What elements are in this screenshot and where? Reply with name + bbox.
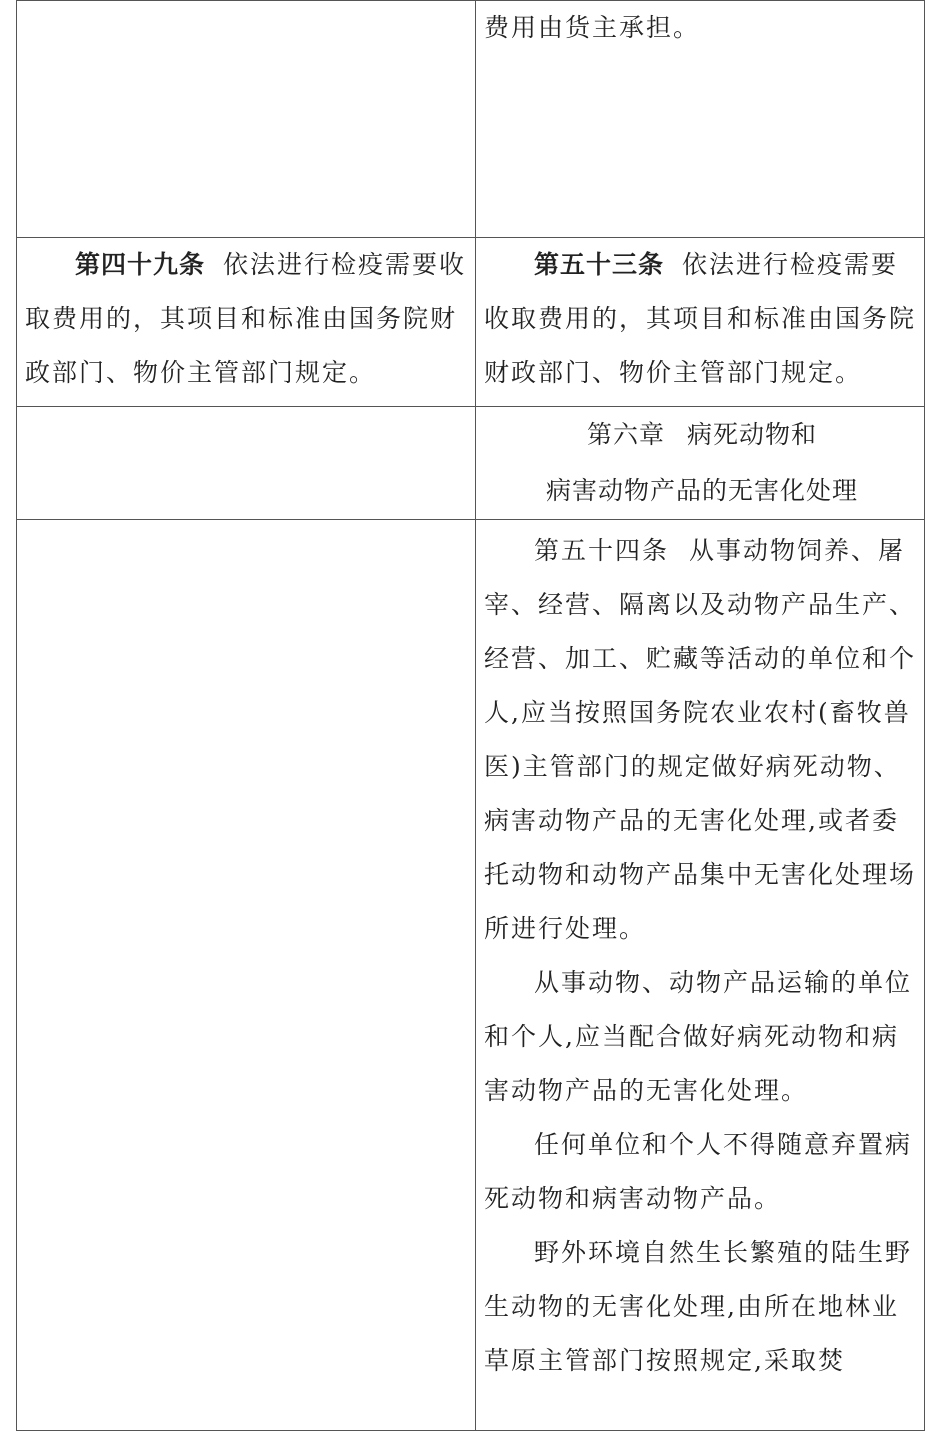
article-paragraph xyxy=(484,238,920,400)
old-law-cell-empty xyxy=(17,520,476,1431)
article-number: 第五十四条 xyxy=(534,536,670,565)
article-text: 从事动物饲养、屠宰、经营、隔离以及动物产品生产、经营、加工、贮藏等活动的单位和个人,应当按照国务院农业农村(畜牧兽医)主管部门的规定做好病死动物、病害动物产品的无害化处理,或者委托动物和动物产品集中无害化处理场所进行处理。 xyxy=(484,536,917,943)
table-row xyxy=(17,407,925,520)
new-law-cell xyxy=(476,520,925,1431)
article-number: 第四十九条 xyxy=(75,250,206,279)
old-law-cell xyxy=(17,238,476,407)
article-paragraph: 任何单位和个人不得随意弃置病死动物和病害动物产品。 xyxy=(484,1130,913,1213)
article-text: 依法进行检疫需要收取费用的，其项目和标准由国务院财政部门、物价主管部门规定。 xyxy=(484,250,917,387)
chapter-title-part1: 病死动物和 xyxy=(687,420,818,449)
chapter-heading-cell xyxy=(476,407,925,520)
table-row xyxy=(17,238,925,407)
table-row xyxy=(17,520,925,1431)
article-paragraph: 野外环境自然生长繁殖的陆生野生动物的无害化处理,由所在地林业草原主管部门按照规定,采取焚 xyxy=(484,1238,913,1375)
article-paragraph xyxy=(484,524,920,956)
law-comparison-table xyxy=(16,0,925,1431)
article-text: 依法进行检疫需要收取费用的，其项目和标准由国务院财政部门、物价主管部门规定。 xyxy=(25,250,467,387)
article-number: 第五十三条 xyxy=(534,250,665,279)
table-row xyxy=(17,1,925,238)
article-paragraph: 从事动物、动物产品运输的单位和个人,应当配合做好病死动物和病害动物产品的无害化处理。 xyxy=(484,968,913,1105)
old-law-cell-empty xyxy=(17,1,476,238)
chapter-title-part2: 病害动物产品的无害化处理 xyxy=(545,476,858,505)
chapter-heading-line1 xyxy=(484,407,920,463)
new-law-cell xyxy=(476,238,925,407)
article-paragraph xyxy=(25,238,471,400)
new-law-cell xyxy=(476,1,925,238)
old-law-cell-empty xyxy=(17,407,476,520)
continued-text: 费用由货主承担。 xyxy=(484,13,701,42)
chapter-number: 第六章 xyxy=(586,420,665,449)
